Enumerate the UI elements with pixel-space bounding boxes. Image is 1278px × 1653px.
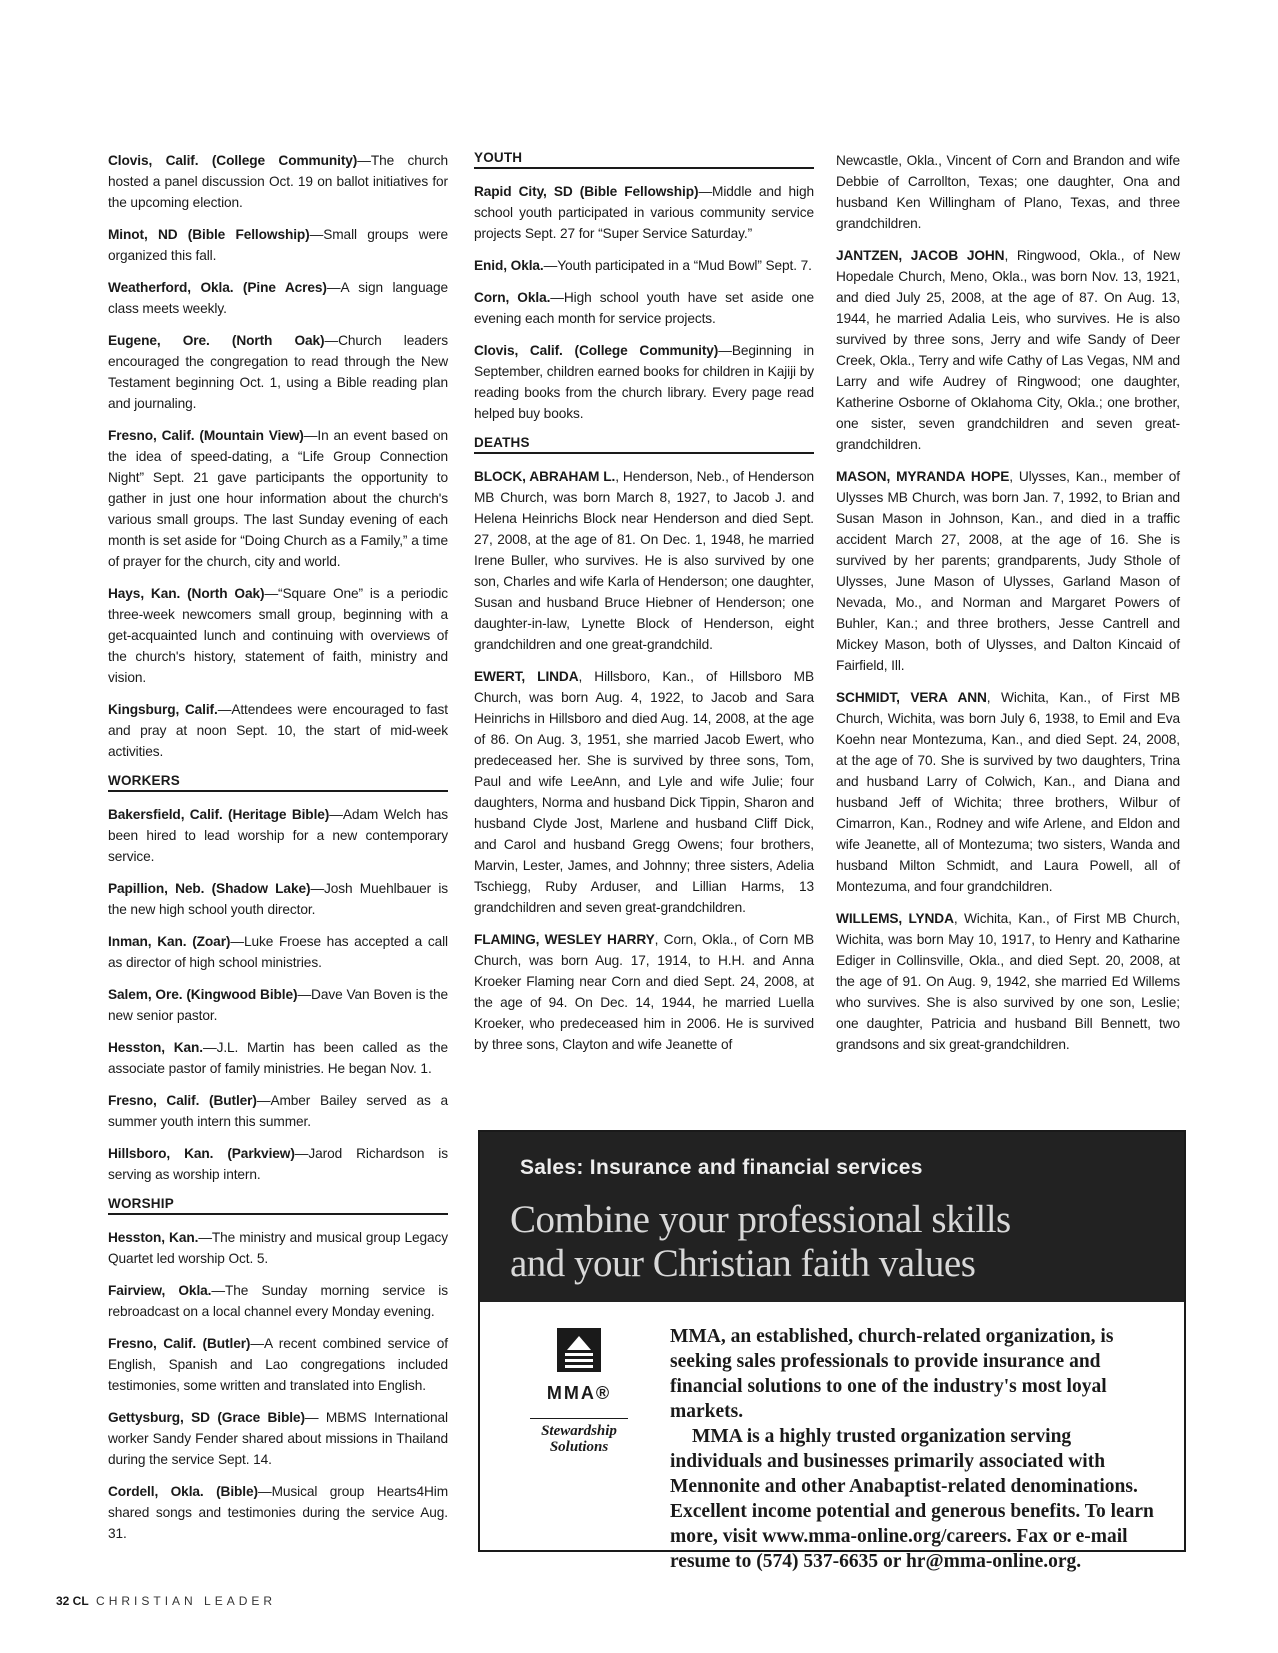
column-1 [108, 150, 448, 1555]
obituary: MASON, MYRANDA HOPE, Ulysses, Kan., member of Ulysses MB Church, was born Jan. 7, 1992, to Brian and Susan Mason in Johnson, Kan., and died in a traffic accident March 27, 2008, at the age of 16. She is survived by her parents; grandparents, Judy Sthole of Ulysses, June Mason of Ulysses, Garland Mason of Nevada, Mo., and Norman and Margaret Powers of Buhler, Kan.; and three brothers, Jesse Cantrell and Mickey Mason, both of Ulysses, and Dalton Kincaid of Fairfield, Ill. [836, 469, 1180, 673]
logo-divider [530, 1418, 628, 1419]
job-advertisement [478, 1130, 1186, 1572]
news-item: Corn, Okla.—High school youth have set aside one evening each month for service projects. [474, 290, 814, 326]
news-item: Minot, ND (Bible Fellowship)—Small groups were organized this fall. [108, 227, 448, 263]
obituary-continued: Newcastle, Okla., Vincent of Corn and Brandon and wife Debbie of Carrollton, Texas; one daughter, Ona and husband Ken Willingham of Plano, Texas, and three grandchildren. [836, 153, 1180, 231]
logo-text: MMA® [546, 1383, 612, 1403]
news-item: Cordell, Okla. (Bible)—Musical group Hearts4Him shared songs and testimonies during the service Aug. 31. [108, 1484, 448, 1541]
news-item: Bakersfield, Calif. (Heritage Bible)—Adam Welch has been hired to lead worship for a new contemporary service. [108, 807, 448, 864]
news-item: Hesston, Kan.—J.L. Martin has been called as the associate pastor of family ministries. He began Nov. 1. [108, 1040, 449, 1076]
news-item: Rapid City, SD (Bible Fellowship)—Middle and high school youth participated in various community service projects Sept. 27 for “Super Service Saturday.” [474, 184, 814, 241]
section-heading-workers: WORKERS [108, 773, 448, 792]
news-item: Clovis, Calif. (College Community)—Beginning in September, children earned books for children in Kajiji by reading books from the church library. Every page read helped buy books. [474, 343, 814, 421]
obituary: WILLEMS, LYNDA, Wichita, Kan., of First MB Church, Wichita, was born May 10, 1917, to Henry and Katharine Ediger in Collinsville, Okla., and died Sept. 20, 2008, at the age of 91. On Aug. 9, 1942, she married Ed Willems who survives. She is also survived by one son, Leslie; one daughter, Patricia and husband Bill Bennett, two grandsons and six great-grandchildren. [836, 911, 1180, 1052]
news-item: Papillion, Neb. (Shadow Lake)—Josh Muehlbauer is the new high school youth director. [108, 881, 449, 917]
page-footer [56, 1594, 276, 1608]
ad-paragraph: MMA is a highly trusted organization serving individuals and businesses primarily associated with Mennonite and other Anabaptist-related denominations. Excellent income potential and generous benefits. To learn more, visit www.mma-online.org/careers. Fax or e-mail resume to (574) 537-6635 or hr@mma-online.org. [670, 1426, 1154, 1572]
news-item: Fresno, Calif. (Butler)—A recent combined service of English, Spanish and Lao congregations included testimonies, some written and translated into English. [108, 1336, 448, 1393]
news-item: Hays, Kan. (North Oak)—“Square One” is a periodic three-week newcomers small group, beginning with a get-acquainted lunch and continuing with overviews of the church's history, statement of faith, ministry and vision. [108, 586, 448, 685]
ad-body [670, 1324, 1160, 1574]
news-item: Hesston, Kan.—The ministry and musical group Legacy Quartet led worship Oct. 5. [108, 1230, 449, 1266]
news-item: Hillsboro, Kan. (Parkview)—Jarod Richardson is serving as worship intern. [108, 1146, 448, 1182]
news-item: Fairview, Okla.—The Sunday morning service is rebroadcast on a local channel every Monday evening. [108, 1283, 448, 1319]
news-item: Weatherford, Okla. (Pine Acres)—A sign language class meets weekly. [108, 280, 448, 316]
ad-paragraph: MMA, an established, church-related organization, is seeking sales professionals to provide insurance and financial solutions to one of the industry's most loyal markets. [670, 1326, 1114, 1422]
ad-header-banner [480, 1132, 1184, 1302]
mma-logo-mark-icon [557, 1328, 601, 1372]
magazine-name: CHRISTIAN LEADER [96, 1594, 277, 1608]
obituary: FLAMING, WESLEY HARRY, Corn, Okla., of Corn MB Church, was born Aug. 17, 1914, to H.H. and Anna Kroeker Flaming near Corn and died Sept. 24, 2008, at the age of 94. On Dec. 14, 1944, he married Luella Kroeker, who predeceased him in 2006. He is survived by three sons, Clayton and wife Jeanette of [474, 932, 814, 1052]
news-item: Eugene, Ore. (North Oak)—Church leaders encouraged the congregation to read through the New Testament beginning Oct. 1, using a Bible reading plan and journaling. [108, 333, 448, 411]
mma-logo [524, 1328, 634, 1455]
ad-kicker: Sales: Insurance and financial services [520, 1156, 923, 1179]
news-item: Clovis, Calif. (College Community)—The church hosted a panel discussion Oct. 19 on ballot initiatives for the upcoming election. [108, 153, 448, 210]
news-item: Inman, Kan. (Zoar)—Luke Froese has accepted a call as director of high school ministries. [108, 934, 448, 970]
section-heading-youth: YOUTH [474, 150, 814, 169]
news-item: Salem, Ore. (Kingwood Bible)—Dave Van Boven is the new senior pastor. [108, 987, 448, 1023]
logo-tagline: Stewardship Solutions [541, 1423, 617, 1455]
section-heading-deaths: DEATHS [474, 435, 814, 454]
news-item: Fresno, Calif. (Butler)—Amber Bailey served as a summer youth intern this summer. [108, 1093, 448, 1129]
news-item: Fresno, Calif. (Mountain View)—In an event based on the idea of speed-dating, a “Life Group Connection Night” Sept. 21 gave participants the opportunity to gather in just one hour information about the church's various small groups. The last Sunday evening of each month is set aside for “Doing Church as a Family,” a time of prayer for the church, city and world. [108, 428, 448, 569]
obituary: BLOCK, ABRAHAM L., Henderson, Neb., of Henderson MB Church, was born March 8, 1927, to Jacob J. and Helena Heinrichs Block near Henderson and died Sept. 27, 2008, at the age of 81. On Dec. 1, 1948, he married Irene Buller, who survives. He is also survived by one son, Charles and wife Karla of Henderson; one daughter, Susan and husband Bruce Hiebner of Henderson; one daughter-in-law, Lynette Block of Henderson, eight grandchildren and one great-grandchild. [474, 469, 814, 652]
obituary: SCHMIDT, VERA ANN, Wichita, Kan., of First MB Church, Wichita, was born July 6, 1938, to Emil and Eva Koehn near Montezuma, Kan., and died Sept. 24, 2008, at the age of 70. She is survived by two daughters, Trina and husband Larry of Colwich, Kan., and Diana and husband Jeff of Wichita; three brothers, Wilbur of Cimarron, Kan., Rodney and wife Arlene, and Eldon and wife Jeanette, all of Montezuma; two sisters, Wanda and husband Milton Schmidt, and Laura Powell, all of Montezuma, and four grandchildren. [836, 690, 1180, 894]
obituary: EWERT, LINDA, Hillsboro, Kan., of Hillsboro MB Church, was born Aug. 4, 1922, to Jacob and Sara Heinrichs in Hillsboro and died Aug. 14, 2008, at the age of 86. On Aug. 3, 1951, she married Jacob Ewert, who predeceased her. She is survived by three sons, Tom, Paul and wife LeeAnn, and Lyle and wife Julie; four daughters, Norma and husband Dick Tippin, Sharon and husband Clyde Jost, Marlene and husband Cliff Dick, and Carol and husband Gregg Owens; four brothers, Marvin, Lester, James, and Johnny; three sisters, Adelia Tschiegg, Ruby Arduser, and Lillian Harms, 13 grandchildren and seven great-grandchildren. [474, 669, 814, 915]
obituary: JANTZEN, JACOB JOHN, Ringwood, Okla., of New Hopedale Church, Meno, Okla., was born Nov. 13, 1921, and died July 25, 2008, at the age of 87. On Aug. 13, 1944, he married Adalia Leis, who survives. He is also survived by three sons, Jerry and wife Sandy of Deer Creek, Okla., Terry and wife Cathy of Las Vegas, NM and Larry and wife Audrey of Ringwood; one daughter, Katherine Osborne of Oklahoma City, Okla.; one brother, one sister, seven grandchildren and seven great-grandchildren. [836, 248, 1180, 452]
news-item: Gettysburg, SD (Grace Bible)— MBMS International worker Sandy Fender shared about missions in Thailand during the service Sept. 14. [108, 1410, 448, 1467]
news-item: Enid, Okla.—Youth participated in a “Mud Bowl” Sept. 7. [474, 258, 812, 273]
column-3 [836, 150, 1180, 1066]
ad-headline: Combine your professional skills and your Christian faith values [510, 1198, 1011, 1285]
news-item: Kingsburg, Calif.—Attendees were encouraged to fast and pray at noon Sept. 10, the start of mid-week activities. [108, 702, 448, 759]
column-2 [474, 150, 814, 1066]
page-number: 32 CL [56, 1594, 89, 1608]
section-heading-worship: WORSHIP [108, 1196, 448, 1215]
